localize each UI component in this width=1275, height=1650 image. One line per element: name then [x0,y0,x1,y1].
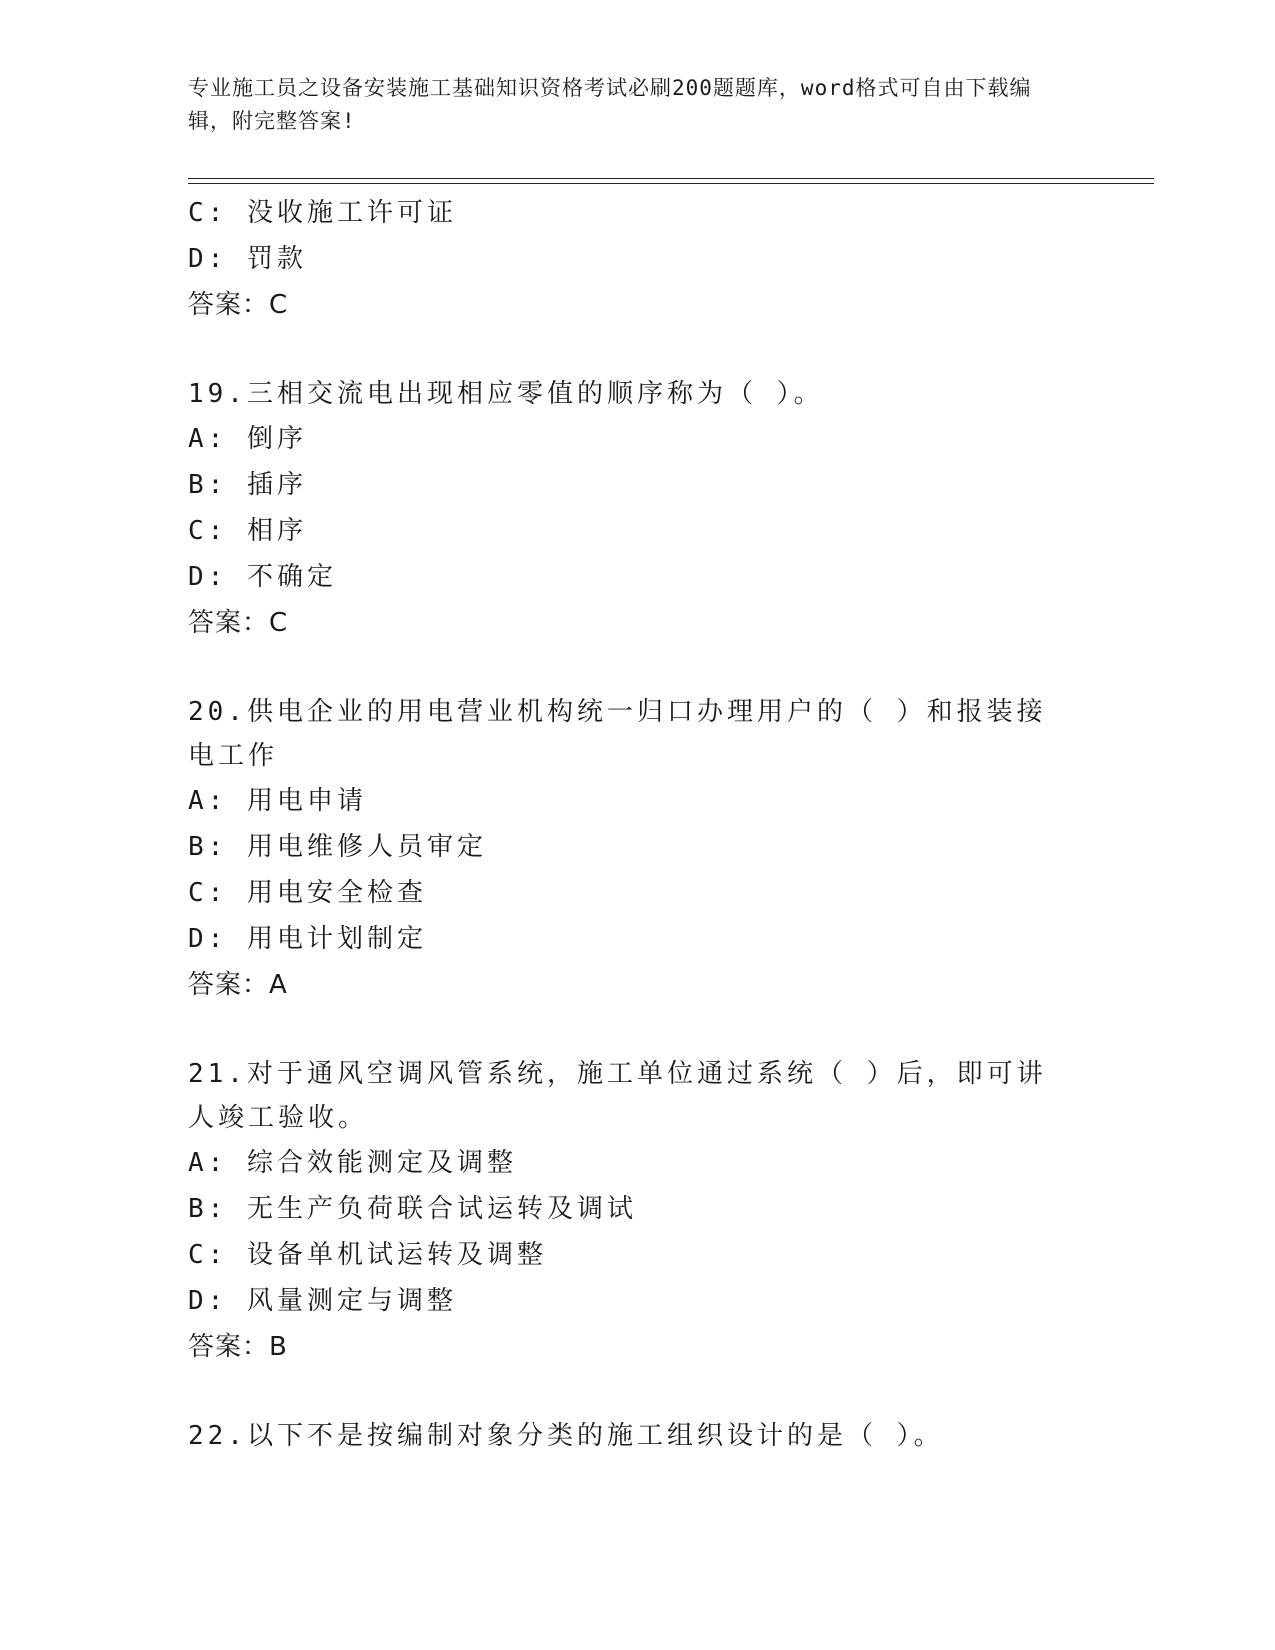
question-text: 19.三相交流电出现相应零值的顺序称为（ ）。 [188,379,824,409]
question-block-19 [188,372,1068,646]
answer-label: 答案：B [188,1332,288,1362]
option-d: D: 风量测定与调整 [188,1286,457,1316]
option-c: C: 没收施工许可证 [188,198,457,228]
answer-label: 答案：C [188,290,289,320]
option-d: D: 不确定 [188,562,337,592]
option-a: A: 倒序 [188,424,307,454]
document-header: 专业施工员之设备安装施工基础知识资格考试必刷200题题库，word格式可自由下载编辑，附完整答案! [188,76,1032,133]
spacer [188,646,1068,690]
question-text: 20.供电企业的用电营业机构统一归口办理用户的（ ）和报装接电工作 [188,697,1047,771]
answer-label: 答案：C [188,608,289,638]
question-block-21 [188,1052,1068,1370]
option-a: A: 用电申请 [188,786,367,816]
option-a: A: 综合效能测定及调整 [188,1148,517,1178]
header-divider-top [188,178,1154,179]
spacer [188,1008,1068,1052]
question-text: 22.以下不是按编制对象分类的施工组织设计的是（ ）。 [188,1421,944,1451]
option-d: D: 用电计划制定 [188,924,427,954]
option-d: D: 罚款 [188,244,307,274]
spacer [188,328,1068,372]
question-text: 21.对于通风空调风管系统，施工单位通过系统（ ）后，即可讲人竣工验收。 [188,1059,1047,1133]
answer-label: 答案：A [188,970,288,1000]
option-c: C: 用电安全检查 [188,878,427,908]
option-c: C: 相序 [188,516,307,546]
option-b: B: 无生产负荷联合试运转及调试 [188,1194,637,1224]
question-list [188,190,1068,1458]
question-block-22 [188,1414,1068,1458]
question-block-18-tail [188,190,1068,328]
option-b: B: 插序 [188,470,307,500]
question-block-20 [188,690,1068,1008]
option-b: B: 用电维修人员审定 [188,832,487,862]
spacer [188,1370,1068,1414]
header-divider-bottom [188,183,1154,184]
option-c: C: 设备单机试运转及调整 [188,1240,547,1270]
